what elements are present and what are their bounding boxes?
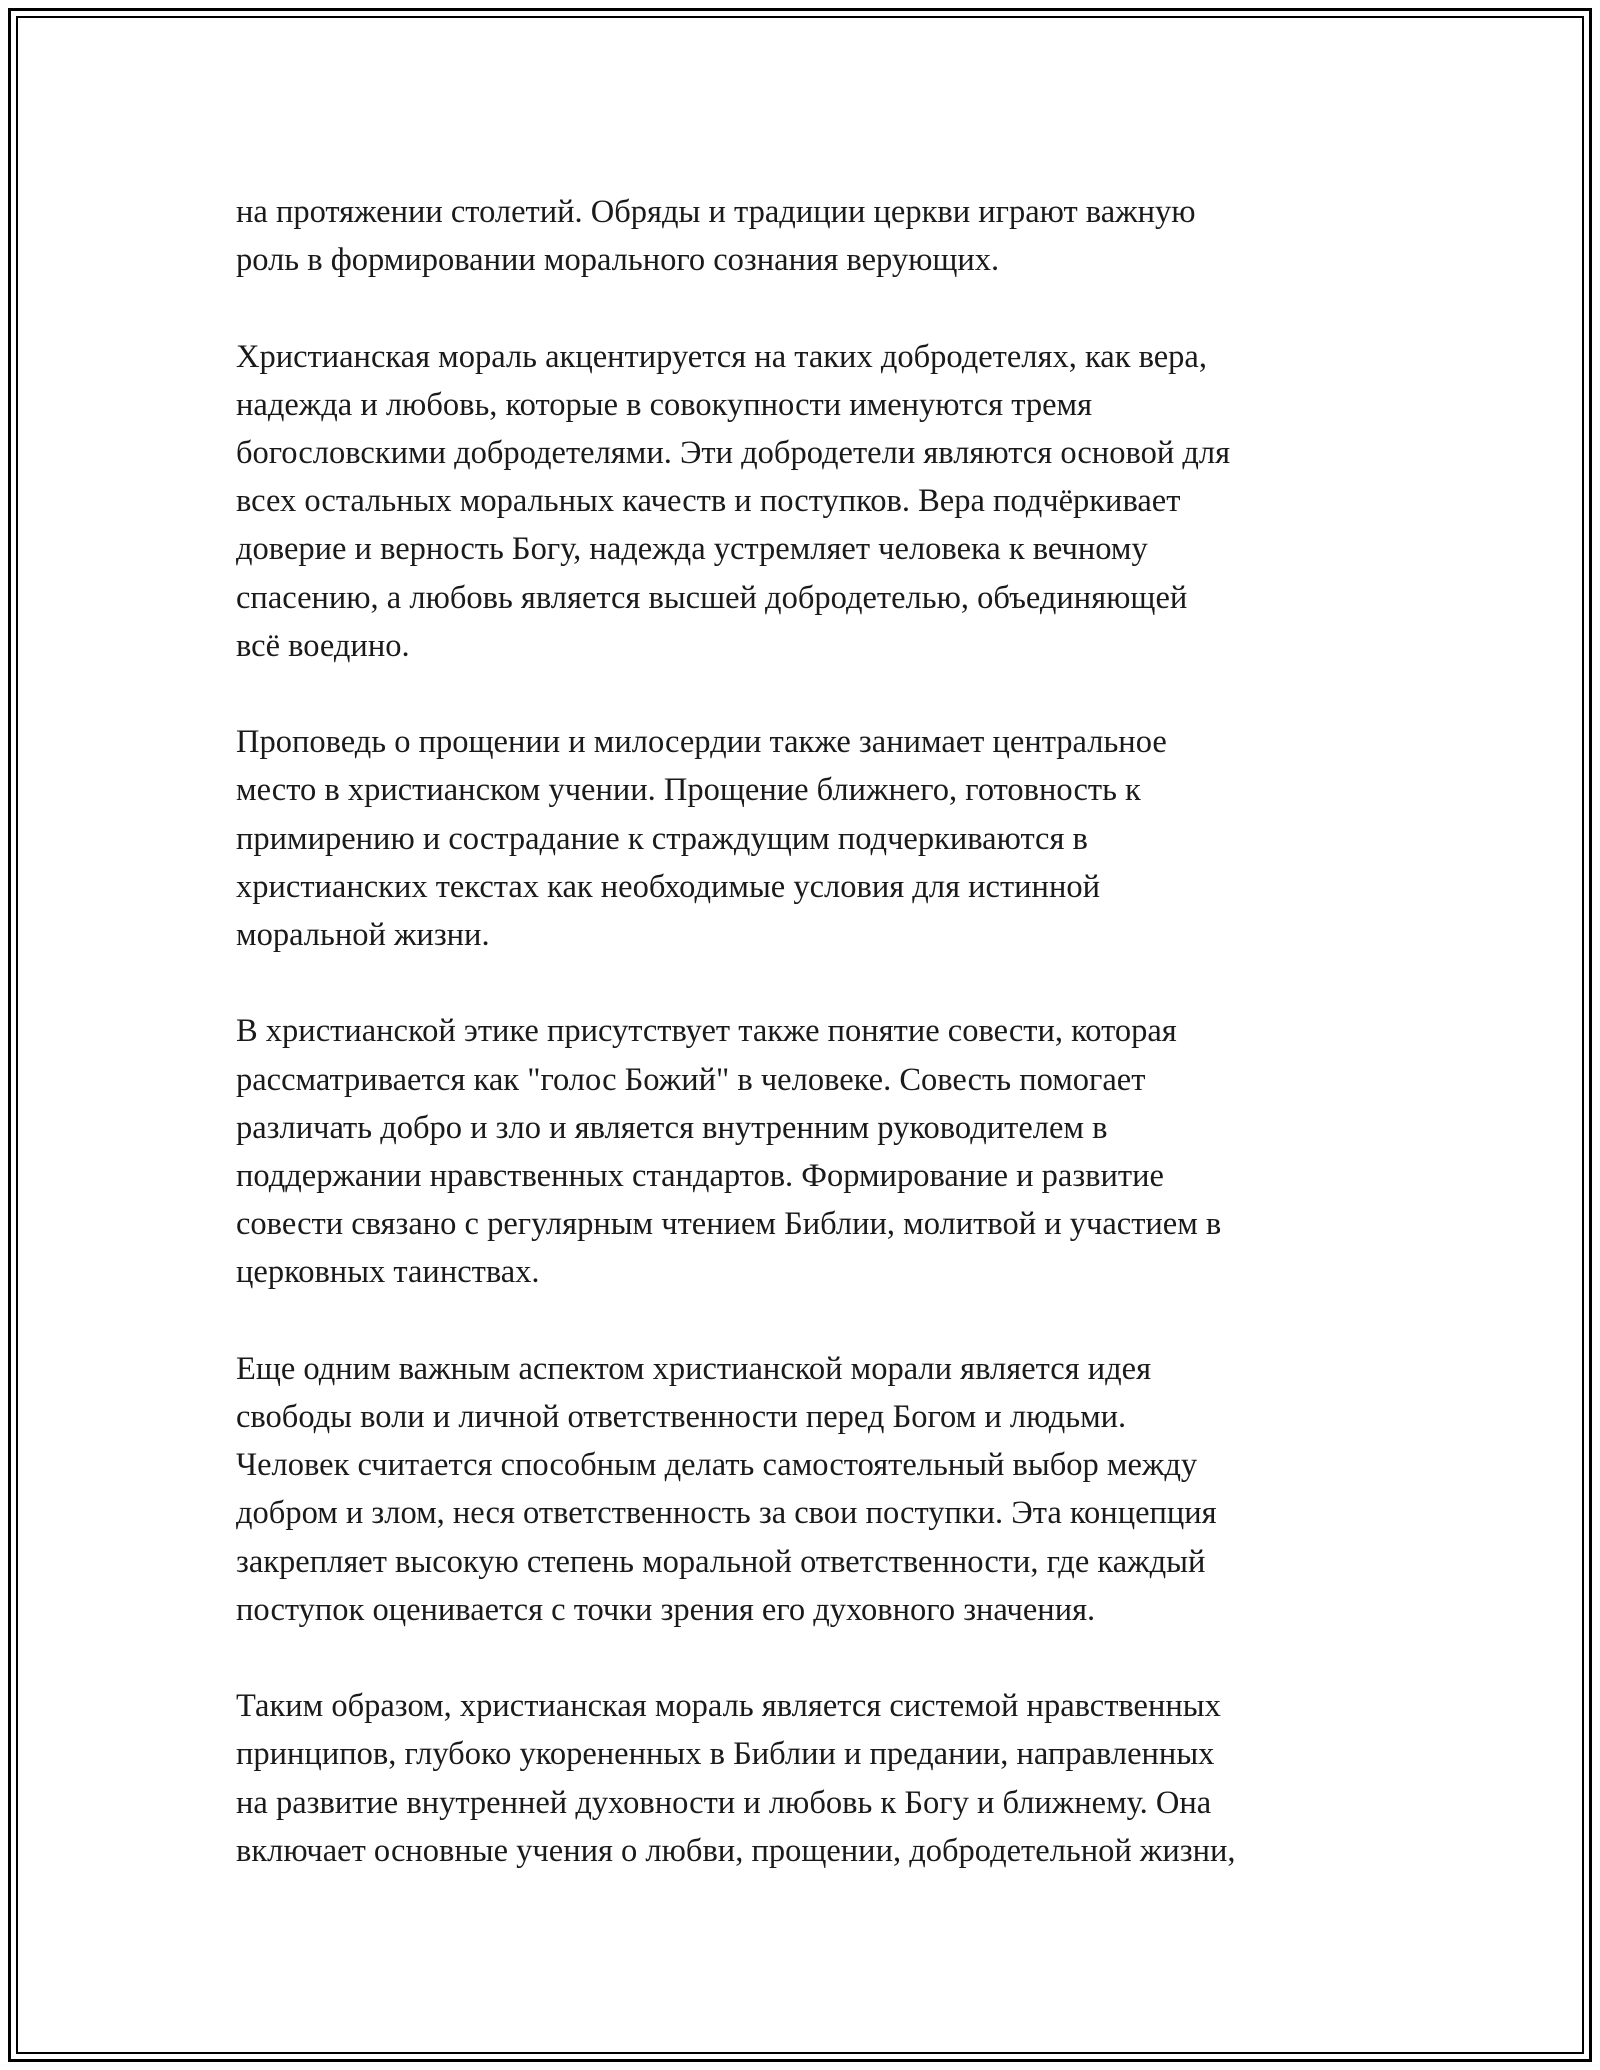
paragraph-6: Таким образом, христианская мораль является системой нравственных принципов, глубоко укорененных в Библии и предании, направленных на развитие внутренней духовности и любовь к Богу и ближнему. Она включает основные учения о любви, прощении, добродетельной жизни, [236,1688,1236,1869]
paragraph-3: Проповедь о прощении и милосердии также занимает центральное место в христианском учении. Прощение ближнего, готовность к примирению и сострадание к страждущим подчеркиваются в христианских текстах как необходимые условия для истинной моральной жизни. [236,724,1167,954]
document-body [236,188,1376,1923]
paragraph-4: В христианской этике присутствует также понятие совести, которая рассматривается как "голос Божий" в человеке. Совесть помогает различать добро и зло и является внутренним руководителем в поддержании нравственных стандартов. Формирование и развитие совести связано с регулярным чтением Библии, молитвой и участием в церковных таинствах. [236,1013,1222,1291]
paragraph-5: Еще одним важным аспектом христианской морали является идея свободы воли и личной ответственности перед Богом и людьми. Человек считается способным делать самостоятельный выбор между добром и злом, неся ответственность за свои поступки. Эта концепция закрепляет высокую степень моральной ответственности, где каждый поступок оценивается с точки зрения его духовного значения. [236,1350,1217,1628]
paragraph-1: на протяжении столетий. Обряды и традиции церкви играют важную роль в формировании морального сознания верующих. [236,194,1196,279]
paragraph-2: Христианская мораль акцентируется на таких добродетелях, как вера, надежда и любовь, которые в совокупности именуются тремя богословскими добродетелями. Эти добродетели являются основой для всех остальных моральных качеств и поступков. Вера подчёркивает доверие и верность Богу, надежда устремляет человека к вечному спасению, а любовь является высшей добродетелью, объединяющей всё воедино. [236,338,1231,664]
